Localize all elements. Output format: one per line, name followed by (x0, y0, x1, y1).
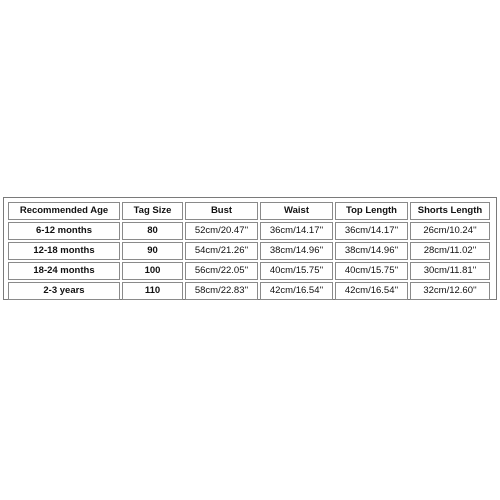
cell-bust: 52cm/20.47'' (185, 222, 258, 240)
header-top-length: Top Length (335, 202, 408, 220)
cell-waist: 36cm/14.17'' (260, 222, 333, 240)
cell-bust: 56cm/22.05'' (185, 262, 258, 280)
cell-bust: 54cm/21.26'' (185, 242, 258, 260)
cell-shorts-length: 30cm/11.81'' (410, 262, 490, 280)
table-row (8, 282, 490, 300)
cell-tag-size: 110 (122, 282, 183, 300)
cell-shorts-length: 32cm/12.60'' (410, 282, 490, 300)
cell-bust: 58cm/22.83'' (185, 282, 258, 300)
header-tag-size: Tag Size (122, 202, 183, 220)
cell-top-length: 38cm/14.96'' (335, 242, 408, 260)
cell-age: 18-24 months (8, 262, 120, 280)
size-table (6, 200, 492, 302)
cell-age: 12-18 months (8, 242, 120, 260)
cell-age: 2-3 years (8, 282, 120, 300)
cell-waist: 42cm/16.54'' (260, 282, 333, 300)
table-row (8, 262, 490, 280)
cell-tag-size: 80 (122, 222, 183, 240)
table-header-row (8, 202, 490, 220)
cell-waist: 40cm/15.75'' (260, 262, 333, 280)
cell-shorts-length: 26cm/10.24'' (410, 222, 490, 240)
cell-top-length: 36cm/14.17'' (335, 222, 408, 240)
table-row (8, 222, 490, 240)
cell-top-length: 40cm/15.75'' (335, 262, 408, 280)
header-recommended-age: Recommended Age (8, 202, 120, 220)
table-row (8, 242, 490, 260)
header-waist: Waist (260, 202, 333, 220)
header-shorts-length: Shorts Length (410, 202, 490, 220)
cell-tag-size: 100 (122, 262, 183, 280)
cell-shorts-length: 28cm/11.02'' (410, 242, 490, 260)
cell-age: 6-12 months (8, 222, 120, 240)
size-chart (3, 197, 497, 300)
header-bust: Bust (185, 202, 258, 220)
cell-top-length: 42cm/16.54'' (335, 282, 408, 300)
cell-waist: 38cm/14.96'' (260, 242, 333, 260)
cell-tag-size: 90 (122, 242, 183, 260)
